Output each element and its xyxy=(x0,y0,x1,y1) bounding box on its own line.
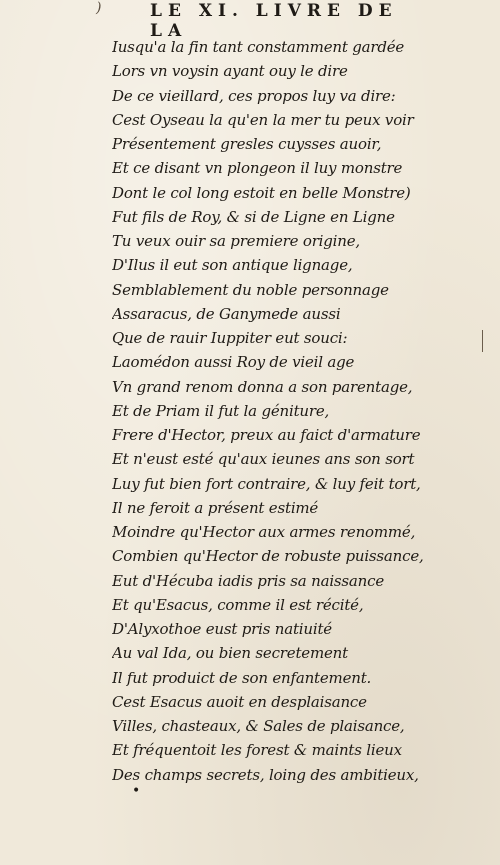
verse-line: Et n'eust esté qu'aux ieunes ans son sort xyxy=(112,450,415,469)
verse-line: Que de rauir Iuppiter eut souci: xyxy=(112,329,348,347)
verse-block xyxy=(112,35,442,787)
verse-line: Moindre qu'Hector aux armes renommé, xyxy=(112,523,416,541)
running-head: LE XI. LIVRE DE LA xyxy=(150,1,398,41)
verse-line: Présentement gresles cuysses auoir, xyxy=(112,135,382,153)
verse-line: Luy fut bien fort contraire, & luy feit tort, xyxy=(112,474,421,493)
verse-line: Au val Ida, ou bien secretement xyxy=(112,644,348,663)
verse-line: Assaracus, de Ganymede aussi xyxy=(112,304,341,323)
verse-line: Lors vn voysin ayant ouy le dire xyxy=(112,62,348,81)
margin-rule xyxy=(482,330,483,352)
stray-ink-dot: • xyxy=(132,783,141,799)
verse-line: Fut fils de Roy, & si de Ligne en Ligne xyxy=(112,207,395,226)
verse-line: Iusqu'a la fin tant constamment gardée xyxy=(112,38,405,56)
verse-line: De ce vieillard, ces propos luy va dire: xyxy=(112,86,396,105)
verse-line: Et fréquentoit les forest & maints lieux xyxy=(112,741,402,760)
verse-line: Combien qu'Hector de robuste puissance, xyxy=(112,547,424,566)
verse-line: Eut d'Hécuba iadis pris sa naissance xyxy=(112,571,384,590)
verse-line: Tu veux ouir sa premiere origine, xyxy=(112,232,360,250)
verse-line: Et ce disant vn plongeon il luy monstre xyxy=(112,159,403,178)
verse-line: D'Ilus il eut son antique lignage, xyxy=(112,256,353,275)
verse-line: Et de Priam il fut la géniture, xyxy=(112,401,330,420)
verse-line: Il ne feroit a présent estimé xyxy=(112,498,319,517)
verse-line: Des champs secrets, loing des ambitieux, xyxy=(112,765,419,784)
verse-line: Cest Esacus auoit en desplaisance xyxy=(112,692,367,711)
verse-line: Semblablement du noble personnage xyxy=(112,280,389,299)
verse-line: Villes, chasteaux, & Sales de plaisance, xyxy=(112,717,405,735)
stray-ink-mark: ) xyxy=(96,0,102,16)
verse-line: Et qu'Esacus, comme il est récité, xyxy=(112,595,364,614)
verse-line: Vn grand renom donna a son parentage, xyxy=(112,377,413,396)
verse-line: D'Alyxothoe eust pris natiuité xyxy=(112,620,332,638)
verse-line: Il fut produict de son enfantement. xyxy=(112,668,372,687)
verse-line: Dont le col long estoit en belle Monstre) xyxy=(112,183,411,202)
verse-line: Cest Oyseau la qu'en la mer tu peux voir xyxy=(112,110,414,129)
verse-line: Laomédon aussi Roy de vieil age xyxy=(112,353,355,372)
verse-line: Frere d'Hector, preux au faict d'armature xyxy=(112,426,421,444)
